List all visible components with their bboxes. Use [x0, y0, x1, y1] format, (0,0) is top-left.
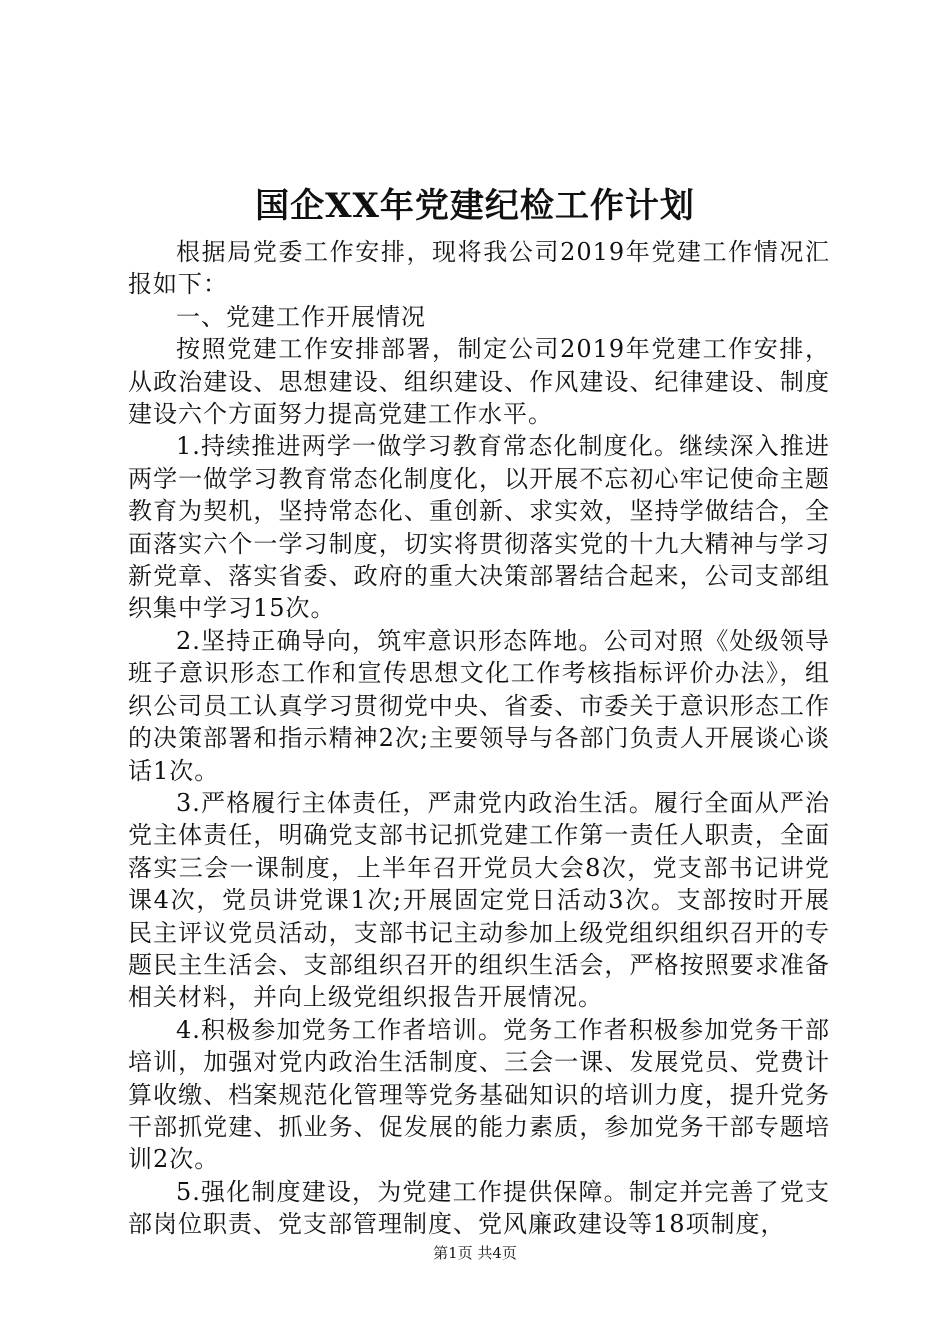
- document-title: 国企XX年党建纪检工作计划: [255, 186, 695, 226]
- paragraph-item-3: 3.严格履行主体责任，严肃党内政治生活。履行全面从严治党主体责任，明确党支部书记抓党建工作第一责任人职责，全面落实三会一课制度，上半年召开党员大会8次，党支部书记讲党课4次，党员讲党课1次;开展固定党日活动3次。支部按时开展民主评议党员活动，支部书记主动参加上级党组织组织召开的专题民主生活会、支部组织召开的组织生活会，严格按照要求准备相关材料，并向上级党组织报告开展情况。: [128, 788, 830, 1012]
- paragraph-item-5: 5.强化制度建设，为党建工作提供保障。制定并完善了党支部岗位职责、党支部管理制度、党风廉政建设等18项制度，: [128, 1177, 830, 1239]
- paragraph-item-1: 1.持续推进两学一做学习教育常态化制度化。继续深入推进两学一做学习教育常态化制度化，以开展不忘初心牢记使命主题教育为契机，坚持常态化、重创新、求实效，坚持学做结合，全面落实六个一学习制度，切实将贯彻落实党的十九大精神与学习新党章、落实省委、政府的重大决策部署结合起来，公司支部组织集中学习15次。: [128, 432, 830, 623]
- paragraph-intro: 根据局党委工作安排，现将我公司2019年党建工作情况汇报如下：: [128, 238, 830, 299]
- page-footer: 第1页 共4页: [433, 1244, 517, 1262]
- paragraph-item-4: 4.积极参加党务工作者培训。党务工作者积极参加党务干部培训，加强对党内政治生活制度、三会一课、发展党员、党费计算收缴、档案规范化管理等党务基础知识的培训力度，提升党务干部抓党建、抓业务、促发展的能力素质，参加党务干部专题培训2次。: [128, 1015, 830, 1174]
- document-body: [128, 236, 830, 1241]
- section-heading-1: 一、党建工作开展情况: [176, 302, 426, 331]
- paragraph-overview: 按照党建工作安排部署，制定公司2019年党建工作安排，从政治建设、思想建设、组织建设、作风建设、纪律建设、制度建设六个方面努力提高党建工作水平。: [128, 335, 830, 429]
- paragraph-item-2: 2.坚持正确导向，筑牢意识形态阵地。公司对照《处级领导班子意识形态工作和宣传思想文化工作考核指标评价办法》，组织公司员工认真学习贯彻党中央、省委、市委关于意识形态工作的决策部署和指示精神2次;主要领导与各部门负责人开展谈心谈话1次。: [128, 626, 830, 785]
